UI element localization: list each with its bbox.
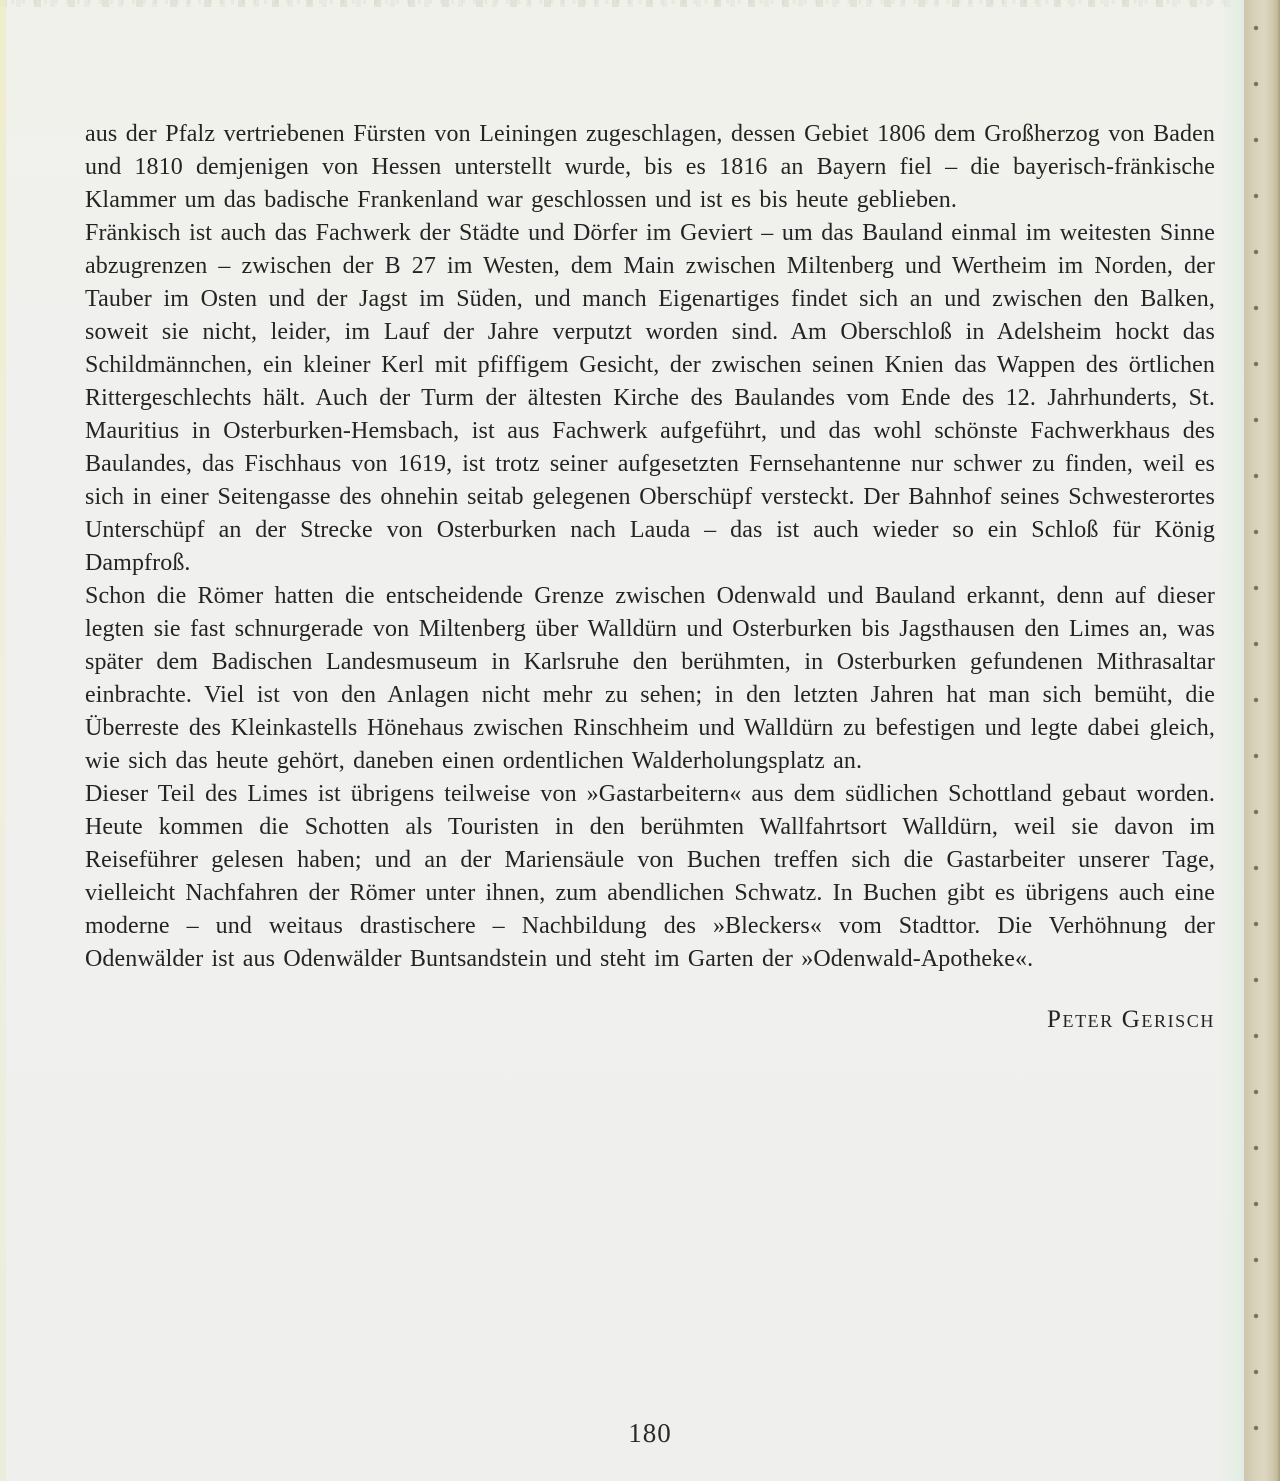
scan-right-edge-transition <box>1220 0 1244 1481</box>
paragraph-1: aus der Pfalz vertriebenen Fürsten von Leiningen zugeschlagen, dessen Gebiet 1806 dem Großherzog von Baden und 1810 demjenigen von Hessen unterstellt wurde, bis es 1816 an Bayern fiel – die bayerisch-fränkische Klammer um das badische Frankenland war geschlossen und ist es bis heute geblieben. <box>85 121 1215 213</box>
author-signature: Peter Gerisch <box>1046 1006 1215 1033</box>
scan-left-edge-strip <box>0 0 6 1481</box>
scan-noise-top-band <box>0 0 1280 14</box>
paragraph-4: Dieser Teil des Limes ist übrigens teilweise von »Gastarbeitern« aus dem südlichen Schottland gebaut worden. Heute kommen die Schotten als Touristen in den berühmten Wallfahrtsort Walldürn, weil sie davon im Reiseführer gelesen haben; und an der Mariensäule von Buchen treffen sich die Gastarbeiter unserer Tage, vielleicht Nachfahren der Römer unter ihnen, zum abendlichen Schwatz. In Buchen gibt es übrigens auch eine moderne – und weitaus drastischere – Nachbildung des »Bleckers« vom Stadttor. Die Verhöhnung der Odenwälder ist aus Odenwälder Buntsandstein und steht im Garten der »Odenwald-Apotheke«. <box>85 781 1215 972</box>
page-number: 180 <box>628 1418 672 1448</box>
book-page-edge <box>1244 0 1280 1481</box>
paragraph-3: Schon die Römer hatten die entscheidende Grenze zwischen Odenwald und Bauland erkannt, denn auf dieser legten sie fast schnurgerade von Miltenberg über Walldürn und Osterburken bis Jagsthausen den Limes an, was später dem Badischen Landesmuseum in Karlsruhe den berühmten, in Osterburken gefundenen Mithrasaltar einbrachte. Viel ist von den Anlagen nicht mehr zu sehen; in den letzten Jahren hat man sich bemüht, die Überreste des Kleinkastells Hönehaus zwischen Rinschheim und Walldürn zu befestigen und legte dabei gleich, wie sich das heute gehört, daneben einen ordentlichen Walderholungsplatz an. <box>85 583 1215 774</box>
paragraph-2: Fränkisch ist auch das Fachwerk der Städte und Dörfer im Geviert – um das Bauland einmal im weitesten Sinne abzugrenzen – zwischen der B 27 im Westen, dem Main zwischen Miltenberg und Wertheim im Norden, der Tauber im Osten und der Jagst im Süden, und manch Eigenartiges findet sich an und zwischen den Balken, soweit sie nicht, leider, im Lauf der Jahre verputzt worden sind. Am Oberschloß in Adelsheim hockt das Schildmännchen, ein kleiner Kerl mit pfiffigem Gesicht, der zwischen seinen Knien das Wappen des örtlichen Rittergeschlechts hält. Auch der Turm der ältesten Kirche des Baulandes vom Ende des 12. Jahrhunderts, St. Mauritius in Osterburken-Hemsbach, ist aus Fachwerk aufgeführt, und das wohl schönste Fachwerkhaus des Baulandes, das Fischhaus von 1619, ist trotz seiner aufgesetzten Fernsehantenne nur schwer zu finden, weil es sich in einer Seitengasse des ohnehin seitab gelegenen Oberschüpf versteckt. Der Bahnhof seines Schwesterortes Unterschüpf an der Strecke von Osterburken nach Lauda – das ist auch wieder so ein Schloß für König Dampfroß. <box>85 220 1215 576</box>
body-text <box>85 118 1215 976</box>
